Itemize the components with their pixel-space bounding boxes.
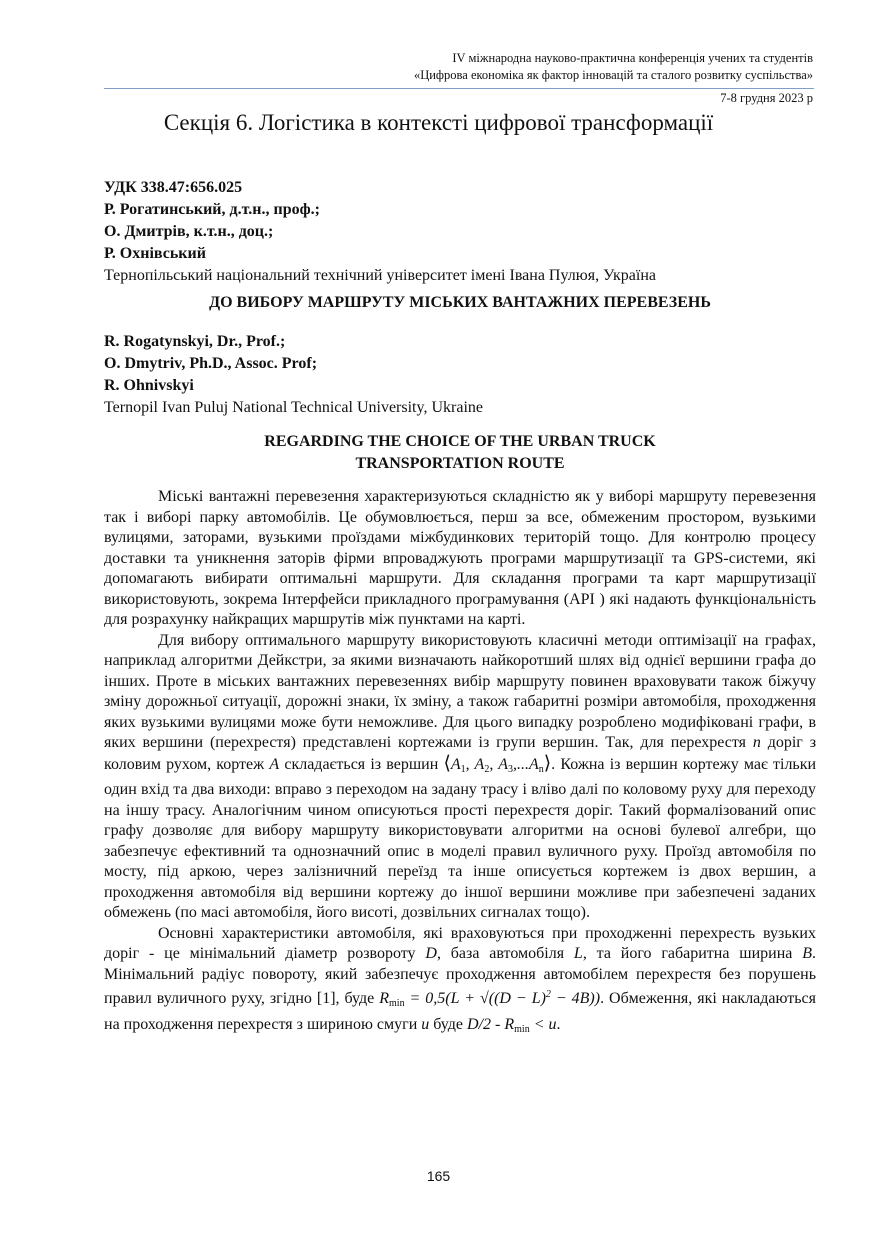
author-uk-2: О. Дмитрів, к.т.н., доц.; bbox=[104, 223, 274, 240]
conference-header-line2: «Цифрова економіка як фактор інновацій та сталого розвитку суспільства» bbox=[413, 68, 813, 82]
tuple-formula: $A_1$, $A_2$, $A_3,...A_n$ bbox=[450, 755, 544, 775]
var-D: D bbox=[425, 945, 437, 962]
p3-text-e: . Обмеження, які накладаються на проходження перехрестя з шириною смуги bbox=[104, 990, 817, 1033]
author-en-3: R. Ohnivskyi bbox=[104, 377, 194, 394]
p3-text-g: . bbox=[556, 1015, 561, 1033]
p3-text-c: , та його габаритна ширина bbox=[582, 945, 793, 962]
vertex-tuple bbox=[451, 756, 544, 773]
paragraph-2 bbox=[104, 631, 816, 924]
var-n: n bbox=[752, 734, 761, 751]
p3-text-a: Основні характеристики автомобіля, які враховуються при проходженні перехресть вузьких доріг - це мінімальний діаметр розвороту bbox=[104, 924, 816, 962]
paragraph-3 bbox=[104, 924, 816, 1041]
author-block-en bbox=[104, 331, 816, 419]
page-number: 165 bbox=[426, 1168, 451, 1184]
p2-text-b: доріг з коловим рухом, кортеж bbox=[104, 734, 817, 773]
affiliation-uk: Тернопільський національний технічний університет імені Івана Пулюя, Україна bbox=[104, 267, 656, 284]
author-uk-3: Р. Охнівський bbox=[104, 245, 206, 262]
affiliation-en: Ternopil Ivan Puluj National Technical University, Ukraine bbox=[104, 399, 483, 416]
author-block-uk bbox=[104, 177, 816, 287]
p2-text-d: . Кожна із вершин кортежу має тільки один вхід та два виходи: вправо з переходом на задану трасу і вліво далі по коловому руху для переходу на іншу трасу. Аналогічним чином описуються прості перехрестя доріг. Такий формалізований опис графу дозволяє для вибору маршруту використовувати алгоритми на основі булевої алгебри, що забезпечує ефективний та однозначний опис в моделі правил вуличного руху. Проїзд автомобіля по мосту, під аркою, через залізничний переїзд та інше описується кортежем із двох вершин, а проходження автомобіля від вершини кортежу до іншої вершини можливе при забезпечені заданих обмежень (по масі автомобіля, його висоті, дозвільних сигналах тощо). bbox=[104, 755, 817, 921]
conference-date: 7-8 грудня 2023 р bbox=[720, 91, 813, 105]
var-L: L bbox=[573, 945, 583, 962]
udc-code: УДК 338.47:656.025 bbox=[104, 179, 243, 196]
p3-text-d: . Мінімальний радіус повороту, який забезпечує проходження автомобілем перехрестя без порушень правил вуличного руху, згідно [1], буде bbox=[104, 945, 817, 1007]
tuple-close-bracket: ⟩ bbox=[543, 752, 552, 774]
author-en-2: O. Dmytriv, Ph.D., Assoc. Prof; bbox=[104, 355, 318, 372]
paper-title-en: REGARDING THE CHOICE OF THE URBAN TRUCK TRANSPORTATION ROUTE bbox=[264, 433, 656, 472]
p3-text-b: , база автомобіля bbox=[436, 945, 565, 962]
header-rule bbox=[104, 88, 814, 89]
p2-text-a: Для вибору оптимального маршруту використовують класичні методи оптимізації на графах, наприклад алгоритми Дейкстри, за якими визначають найкоротший шлях від однієї вершини графа до інших. Проте в міських вантажних перевезеннях вибір маршруту повинен враховувати також біжучу зміну дорожньої ситуації, дорожні знаки, їх зміну, а також габаритні розміри автомобіля, проходження яких вузькими вулицями може бути неможливе. Для цього випадку розроблено модифіковані графи, в яких вершини (перехрестя) представлені кортежами із групи вершин. Так, для перехрестя bbox=[104, 631, 816, 751]
var-u: u bbox=[421, 1015, 430, 1033]
section-title: Секція 6. Логістика в контексті цифрової трансформації bbox=[163, 110, 714, 135]
var-A: A bbox=[269, 755, 280, 773]
author-en-1: R. Rogatynskyi, Dr., Prof.; bbox=[104, 333, 286, 350]
conference-header-line1: IV міжнародна науково-практична конференція учених та студентів bbox=[452, 51, 813, 65]
author-uk-1: Р. Рогатинський, д.т.н., проф.; bbox=[104, 201, 320, 218]
p2-text-c: складається із вершин bbox=[284, 755, 439, 773]
paragraph-1: Міські вантажні перевезення характеризуються складністю як у виборі маршруту перевезення так і виборі парку автомобілів. Це обумовлюється, перш за все, обмеженим простором, вузькими вулицями, заторами, вузькими проїздами міжбудинкових територій тощо. Для контролю процесу доставки та уникнення заторів фірми впроваджують програми маршрутизації та GPS-системи, які допомагають вибирати оптимальні маршрути. Для складання програми та карт маршрутизації використовують, зокрема Інтерфейси прикладного програмування (API ) які надають функціональність для розрахунку найкращих маршрутів між пунктами на карті. bbox=[104, 488, 816, 628]
var-B: B bbox=[802, 945, 813, 962]
tuple-open-bracket: ⟨ bbox=[443, 752, 451, 774]
min-radius-formula: $R_{min} = 0,5(L + √((D - L)^2 - 4B))$ bbox=[379, 989, 601, 1009]
lane-width-condition: $D/2 - R_{min} < u$ bbox=[467, 1015, 557, 1035]
paper-title-uk: ДО ВИБОРУ МАРШРУТУ МІСЬКИХ ВАНТАЖНИХ ПЕРЕВЕЗЕНЬ bbox=[209, 294, 711, 311]
p3-text-f: буде bbox=[433, 1015, 464, 1033]
body-text bbox=[104, 487, 816, 1040]
